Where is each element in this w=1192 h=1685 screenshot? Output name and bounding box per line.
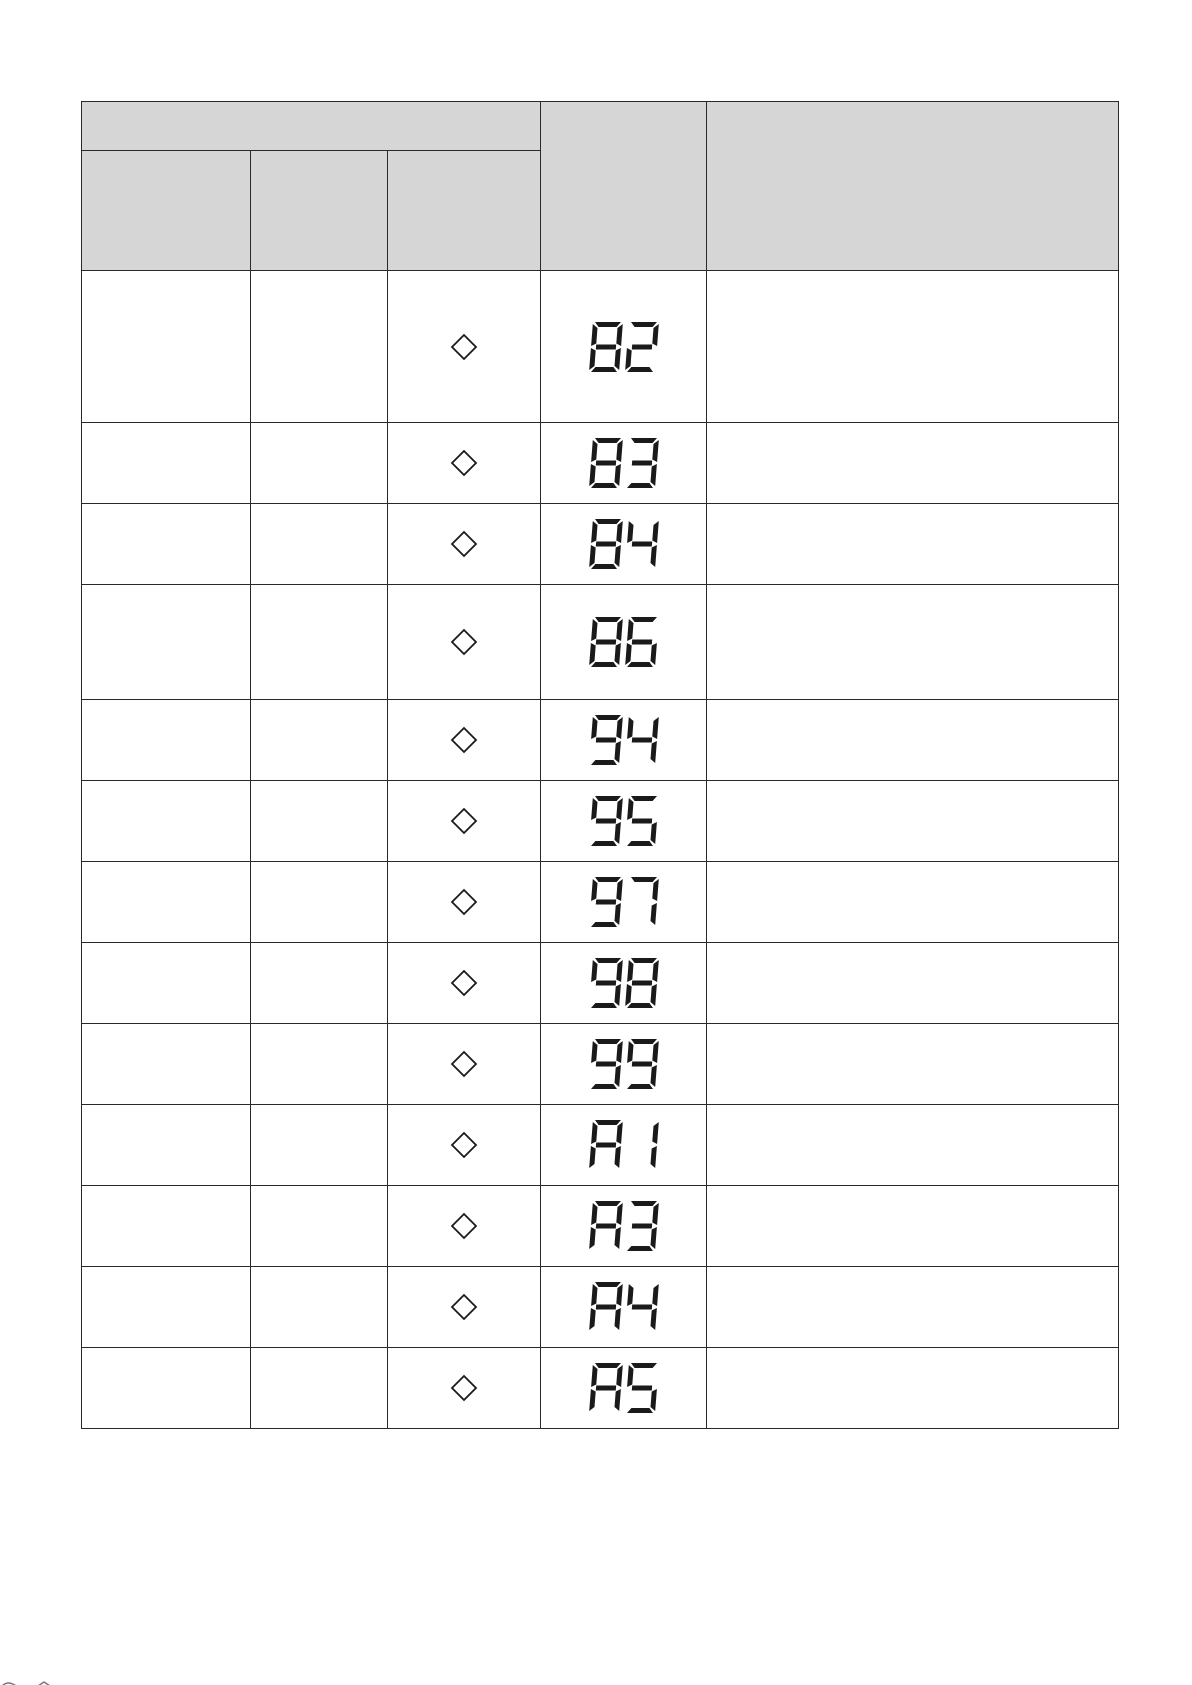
segment-digit-9 — [591, 1039, 623, 1089]
row-description-cell — [707, 504, 1119, 585]
segment-f — [591, 798, 597, 820]
segment-g — [595, 542, 615, 547]
segment-g — [631, 542, 651, 547]
table-row — [82, 1186, 1119, 1267]
segment-d — [591, 367, 617, 372]
segment-e — [589, 1389, 596, 1411]
segment-f — [591, 879, 597, 901]
segment-digit-9 — [591, 796, 623, 846]
row-cell-2 — [251, 1105, 388, 1186]
row-code-cell — [541, 271, 707, 423]
diamond-icon — [449, 806, 479, 836]
seven-segment-code — [588, 436, 660, 490]
segment-b — [652, 1041, 659, 1063]
segment-d — [627, 367, 653, 372]
segment-d — [591, 1003, 617, 1008]
segment-e — [589, 643, 596, 665]
row-code-cell — [541, 943, 707, 1024]
segment-c — [650, 1146, 656, 1168]
segment-f — [591, 440, 597, 462]
segment-c — [614, 643, 620, 665]
segment-a — [595, 438, 621, 443]
segment-a — [631, 322, 657, 327]
row-cell-1 — [82, 1024, 251, 1105]
row-cell-1 — [82, 1267, 251, 1348]
row-description-cell — [707, 271, 1119, 423]
segment-digit-4 — [627, 717, 659, 763]
segment-g — [595, 461, 615, 466]
segment-c — [614, 984, 620, 1006]
table-row — [82, 1105, 1119, 1186]
seven-segment-code — [588, 320, 660, 374]
segment-b — [652, 324, 659, 346]
segment-digit-4 — [627, 521, 659, 567]
segment-b — [616, 619, 623, 641]
segment-g — [595, 819, 615, 824]
segment-e — [589, 1146, 596, 1168]
segment-a — [631, 958, 657, 963]
segment-f — [627, 619, 633, 641]
segment-b — [652, 717, 659, 739]
segment-f — [627, 521, 633, 543]
page-edge-mark — [0, 1675, 70, 1685]
segment-f — [591, 324, 597, 346]
segment-c — [650, 1065, 656, 1087]
table-header — [82, 102, 1119, 271]
row-description-cell — [707, 781, 1119, 862]
row-code-cell — [541, 1024, 707, 1105]
row-description-cell — [707, 1348, 1119, 1429]
row-cell-2 — [251, 504, 388, 585]
segment-g — [595, 738, 615, 743]
segment-g — [631, 1386, 651, 1391]
segment-digit-9 — [591, 958, 623, 1008]
segment-g — [595, 1386, 615, 1391]
row-cell-1 — [82, 585, 251, 700]
segment-c — [650, 1227, 656, 1249]
segment-b — [652, 1203, 659, 1225]
row-description-cell — [707, 423, 1119, 504]
diamond-icon — [449, 1211, 479, 1241]
seven-segment-code — [588, 875, 660, 929]
segment-digit-1 — [650, 1122, 658, 1168]
header-group-cell — [82, 102, 541, 151]
segment-d — [591, 662, 617, 667]
segment-f — [591, 619, 597, 641]
segment-digit-8 — [589, 519, 623, 569]
segment-b — [616, 440, 623, 462]
segment-a — [595, 617, 621, 622]
table-row — [82, 585, 1119, 700]
segment-digit-2 — [625, 322, 659, 372]
table-body — [82, 271, 1119, 1429]
segment-digit-9 — [591, 715, 623, 765]
row-code-cell — [541, 1348, 707, 1429]
segment-g — [631, 1224, 651, 1229]
segment-d — [591, 922, 617, 927]
segment-digit-8 — [589, 438, 623, 488]
segment-g — [595, 1062, 615, 1067]
segment-f — [591, 717, 597, 739]
row-cell-1 — [82, 781, 251, 862]
segment-f — [591, 1203, 597, 1225]
row-cell-2 — [251, 585, 388, 700]
row-description-cell — [707, 700, 1119, 781]
row-symbol-cell — [388, 781, 541, 862]
segment-b — [652, 1122, 659, 1144]
row-code-cell — [541, 585, 707, 700]
seven-segment-code — [588, 956, 660, 1010]
table-row — [82, 862, 1119, 943]
segment-e — [589, 1308, 596, 1330]
row-cell-2 — [251, 1267, 388, 1348]
row-description-cell — [707, 943, 1119, 1024]
segment-d — [627, 1084, 653, 1089]
segment-digit-5 — [627, 1363, 657, 1413]
row-symbol-cell — [388, 271, 541, 423]
segment-c — [650, 1389, 656, 1411]
segment-a — [595, 519, 621, 524]
segment-b — [616, 717, 623, 739]
row-description-cell — [707, 1105, 1119, 1186]
segment-c — [614, 822, 620, 844]
row-cell-1 — [82, 1105, 251, 1186]
row-description-cell — [707, 1024, 1119, 1105]
segment-b — [616, 1041, 623, 1063]
seven-segment-code — [588, 1037, 660, 1091]
row-cell-2 — [251, 700, 388, 781]
segment-b — [652, 440, 659, 462]
row-symbol-cell — [388, 1186, 541, 1267]
table-row — [82, 423, 1119, 504]
error-code-table — [81, 101, 1119, 1429]
seven-segment-code — [588, 615, 660, 669]
segment-b — [616, 1365, 623, 1387]
segment-a — [595, 715, 621, 720]
row-code-cell — [541, 423, 707, 504]
header-description-cell — [707, 102, 1119, 271]
segment-d — [591, 483, 617, 488]
segment-digit-6 — [625, 617, 657, 667]
segment-b — [652, 1284, 659, 1306]
segment-f — [591, 1284, 597, 1306]
segment-d — [591, 564, 617, 569]
segment-digit-9 — [627, 1039, 659, 1089]
segment-c — [614, 1065, 620, 1087]
seven-segment-code — [588, 794, 660, 848]
diamond-icon — [449, 529, 479, 559]
row-description-cell — [707, 585, 1119, 700]
segment-f — [591, 1041, 597, 1063]
segment-b — [616, 1122, 623, 1144]
segment-g — [595, 1305, 615, 1310]
diamond-icon — [449, 968, 479, 998]
segment-b — [616, 1284, 623, 1306]
segment-g — [595, 640, 615, 645]
segment-c — [650, 822, 656, 844]
row-code-cell — [541, 862, 707, 943]
segment-a — [595, 1120, 621, 1125]
seven-segment-code — [588, 1118, 660, 1172]
segment-b — [652, 879, 659, 901]
row-cell-1 — [82, 1348, 251, 1429]
row-symbol-cell — [388, 862, 541, 943]
segment-a — [631, 796, 657, 801]
segment-d — [591, 760, 617, 765]
row-cell-2 — [251, 1348, 388, 1429]
segment-g — [631, 1062, 651, 1067]
row-cell-2 — [251, 943, 388, 1024]
segment-a — [631, 877, 657, 882]
diamond-icon — [449, 725, 479, 755]
row-symbol-cell — [388, 1348, 541, 1429]
segment-d — [627, 662, 653, 667]
segment-e — [625, 643, 632, 665]
row-symbol-cell — [388, 423, 541, 504]
segment-g — [595, 900, 615, 905]
table-row — [82, 1267, 1119, 1348]
header-sub-cell-3 — [388, 151, 541, 271]
table-row — [82, 504, 1119, 585]
row-code-cell — [541, 1105, 707, 1186]
segment-b — [616, 798, 623, 820]
segment-a — [595, 1363, 621, 1368]
segment-d — [591, 1084, 617, 1089]
segment-f — [627, 1041, 633, 1063]
row-symbol-cell — [388, 504, 541, 585]
segment-g — [631, 738, 651, 743]
table-row — [82, 943, 1119, 1024]
segment-f — [627, 717, 633, 739]
row-symbol-cell — [388, 1024, 541, 1105]
row-cell-1 — [82, 700, 251, 781]
segment-digit-A — [589, 1363, 623, 1411]
segment-a — [595, 1201, 621, 1206]
row-cell-2 — [251, 1024, 388, 1105]
segment-digit-8 — [625, 958, 659, 1008]
segment-c — [650, 741, 656, 763]
segment-digit-A — [589, 1120, 623, 1168]
row-cell-1 — [82, 504, 251, 585]
segment-digit-A — [589, 1282, 623, 1330]
segment-a — [631, 1363, 657, 1368]
segment-b — [616, 879, 623, 901]
segment-e — [589, 1227, 596, 1249]
diamond-icon — [449, 1049, 479, 1079]
segment-g — [631, 819, 651, 824]
segment-e — [589, 464, 596, 486]
table-row — [82, 271, 1119, 423]
segment-c — [650, 545, 656, 567]
row-code-cell — [541, 781, 707, 862]
segment-b — [616, 960, 623, 982]
segment-d — [627, 1408, 653, 1413]
segment-f — [591, 1122, 597, 1144]
table-row — [82, 700, 1119, 781]
row-cell-1 — [82, 271, 251, 423]
segment-c — [650, 903, 656, 925]
segment-b — [616, 1203, 623, 1225]
segment-c — [614, 1308, 620, 1330]
diamond-icon — [449, 1130, 479, 1160]
diamond-icon — [449, 448, 479, 478]
segment-f — [591, 521, 597, 543]
segment-c — [650, 984, 656, 1006]
row-code-cell — [541, 700, 707, 781]
segment-f — [591, 1365, 597, 1387]
segment-d — [627, 841, 653, 846]
segment-e — [589, 545, 596, 567]
segment-c — [650, 1308, 656, 1330]
table-row — [82, 1024, 1119, 1105]
segment-digit-7 — [631, 877, 659, 925]
segment-f — [627, 798, 633, 820]
header-code-cell — [541, 102, 707, 271]
segment-b — [616, 324, 623, 346]
segment-digit-8 — [589, 617, 623, 667]
diamond-icon — [449, 1292, 479, 1322]
segment-d — [591, 841, 617, 846]
row-symbol-cell — [388, 700, 541, 781]
row-cell-1 — [82, 1186, 251, 1267]
diamond-icon — [449, 1373, 479, 1403]
segment-a — [631, 1039, 657, 1044]
segment-e — [589, 348, 596, 370]
segment-a — [595, 958, 621, 963]
table-row — [82, 781, 1119, 862]
row-cell-2 — [251, 862, 388, 943]
segment-a — [595, 796, 621, 801]
segment-f — [627, 960, 633, 982]
segment-g — [631, 1305, 651, 1310]
segment-c — [650, 464, 656, 486]
row-cell-1 — [82, 943, 251, 1024]
row-cell-2 — [251, 1186, 388, 1267]
segment-c — [614, 1389, 620, 1411]
segment-digit-3 — [627, 1201, 659, 1251]
seven-segment-code — [588, 713, 660, 767]
row-code-cell — [541, 504, 707, 585]
segment-b — [652, 521, 659, 543]
segment-g — [631, 344, 651, 349]
segment-c — [614, 464, 620, 486]
segment-a — [595, 1282, 621, 1287]
row-description-cell — [707, 1186, 1119, 1267]
row-description-cell — [707, 1267, 1119, 1348]
segment-f — [627, 1365, 633, 1387]
segment-g — [595, 1143, 615, 1148]
segment-e — [625, 984, 632, 1006]
segment-digit-A — [589, 1201, 623, 1249]
row-cell-2 — [251, 423, 388, 504]
segment-d — [627, 1246, 653, 1251]
row-cell-1 — [82, 862, 251, 943]
seven-segment-code — [588, 517, 660, 571]
segment-c — [650, 643, 656, 665]
seven-segment-code — [588, 1361, 660, 1415]
segment-digit-5 — [627, 796, 657, 846]
segment-a — [631, 617, 657, 622]
segment-g — [595, 981, 615, 986]
segment-a — [631, 1201, 657, 1206]
row-cell-2 — [251, 271, 388, 423]
segment-g — [595, 1224, 615, 1229]
segment-c — [614, 348, 620, 370]
segment-f — [627, 1284, 633, 1306]
segment-g — [631, 640, 651, 645]
row-cell-2 — [251, 781, 388, 862]
segment-a — [595, 877, 621, 882]
segment-digit-4 — [627, 1284, 659, 1330]
row-symbol-cell — [388, 943, 541, 1024]
segment-g — [595, 344, 615, 349]
segment-f — [591, 960, 597, 982]
seven-segment-code — [588, 1199, 660, 1253]
header-sub-cell-1 — [82, 151, 251, 271]
diamond-icon — [449, 887, 479, 917]
segment-d — [627, 483, 653, 488]
segment-a — [595, 322, 621, 327]
row-symbol-cell — [388, 585, 541, 700]
row-code-cell — [541, 1186, 707, 1267]
table-row — [82, 1348, 1119, 1429]
segment-digit-3 — [627, 438, 659, 488]
segment-g — [631, 981, 651, 986]
segment-c — [614, 1227, 620, 1249]
segment-digit-8 — [589, 322, 623, 372]
row-symbol-cell — [388, 1105, 541, 1186]
segment-a — [631, 438, 657, 443]
diamond-icon — [449, 627, 479, 657]
row-description-cell — [707, 862, 1119, 943]
row-code-cell — [541, 1267, 707, 1348]
seven-segment-code — [588, 1280, 660, 1334]
segment-g — [631, 461, 651, 466]
diamond-icon — [449, 332, 479, 362]
segment-e — [625, 348, 632, 370]
segment-c — [614, 545, 620, 567]
segment-a — [595, 1039, 621, 1044]
row-symbol-cell — [388, 1267, 541, 1348]
segment-c — [614, 903, 620, 925]
segment-d — [627, 1003, 653, 1008]
segment-c — [614, 1146, 620, 1168]
row-cell-1 — [82, 423, 251, 504]
segment-digit-9 — [591, 877, 623, 927]
header-sub-cell-2 — [251, 151, 388, 271]
segment-b — [652, 960, 659, 982]
segment-b — [616, 521, 623, 543]
segment-c — [614, 741, 620, 763]
